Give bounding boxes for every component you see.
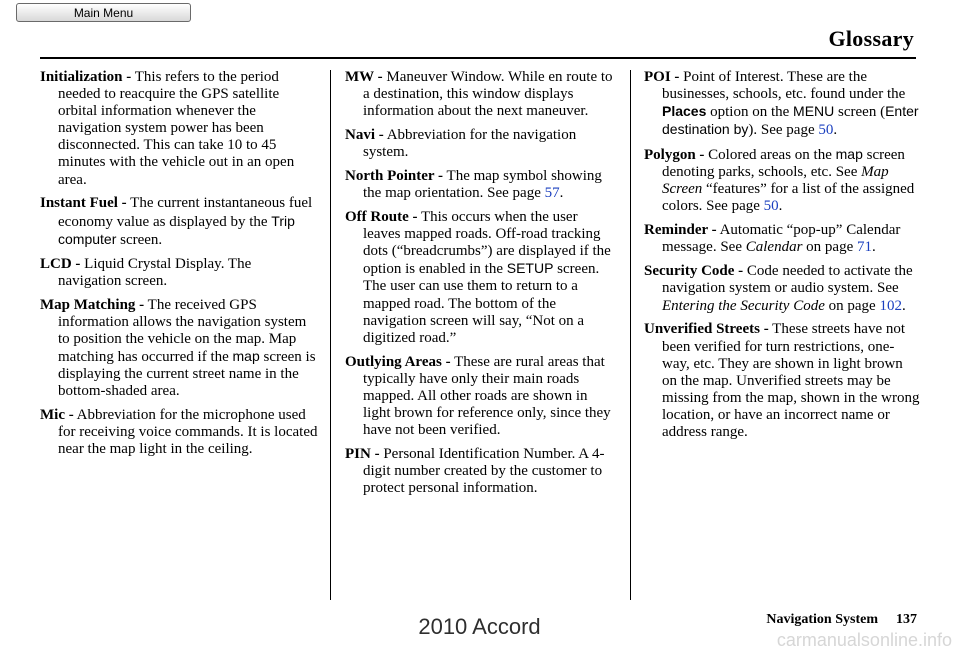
definition-text: .	[833, 122, 838, 139]
definition-text: Personal Identification Number. A 4-digit number created by the customer to protect personal information.	[363, 445, 605, 497]
glossary-term: Initialization -	[40, 69, 132, 85]
main-menu-button[interactable]: Main Menu	[16, 3, 191, 22]
emphasis-text: Map Screen	[662, 164, 889, 198]
definition-text: Abbreviation for the navigation system.	[363, 127, 577, 161]
page-reference-link[interactable]: 50	[763, 198, 779, 215]
page-title: Glossary	[828, 26, 914, 51]
glossary-entry	[40, 195, 318, 248]
definition-text: Point of Interest. These are the businesses, schools, etc. found under the	[662, 69, 906, 103]
definition-text: “features” for a list of the assigned colors. See page	[662, 181, 915, 215]
glossary-term: PIN -	[345, 445, 380, 462]
definition-text: These streets have not been verified for turn restrictions, one-way, etc. They are shown in light brown on the map. Unverified streets may be missing from the map, shown in the wrong location, or have an incorrect name or address range.	[662, 321, 920, 440]
definition-text: option on the	[706, 104, 794, 121]
glossary-term: POI -	[644, 69, 680, 85]
definition-text: Automatic “pop-up” Calendar message. See	[662, 222, 901, 256]
glossary-entry	[345, 209, 617, 347]
ui-label-text: MENU	[793, 103, 835, 120]
glossary-term: Mic -	[40, 406, 74, 423]
definition-text: .	[901, 297, 906, 314]
glossary-entry	[40, 297, 318, 401]
definition-text: The current instantaneous fuel economy value as displayed by the	[58, 195, 313, 230]
page-number: 137	[896, 612, 917, 627]
glossary-term: Reminder -	[644, 222, 717, 239]
ui-label-text: Enter destination by	[662, 103, 919, 138]
definition-text: Abbreviation for the microphone used for receiving voice commands. It is located near the map light in the ceiling.	[58, 406, 318, 458]
definition-text: The received GPS information allows the navigation system to position the vehicle on the map. Map matching has occurred if the	[58, 296, 307, 365]
ui-label-text: map	[835, 146, 863, 163]
column-divider	[330, 70, 331, 600]
model-watermark: 2010 Accord	[418, 614, 541, 639]
definition-text: screen (	[834, 104, 886, 121]
glossary-entry	[345, 168, 617, 202]
definition-text: .	[871, 239, 876, 256]
glossary-entry	[40, 256, 318, 290]
glossary-entry	[345, 127, 617, 161]
glossary-term: Security Code -	[644, 263, 744, 280]
glossary-entry	[644, 222, 920, 256]
site-watermark: carmanualsonline.info	[776, 630, 952, 650]
glossary-entry	[644, 69, 920, 139]
glossary-entry	[40, 407, 318, 458]
definition-text: .	[559, 185, 564, 202]
emphasis-text: Calendar	[745, 239, 803, 256]
definition-text: .	[778, 198, 783, 215]
glossary-entry	[345, 354, 617, 439]
definition-text: screen denoting parks, schools, etc. See	[662, 147, 905, 181]
definition-text: on page	[824, 297, 880, 314]
definition-text: Liquid Crystal Display. The navigation screen.	[58, 255, 252, 289]
page-reference-link[interactable]: 57	[544, 185, 560, 202]
glossary-term: Polygon -	[644, 147, 705, 164]
glossary-term: Unverified Streets -	[644, 321, 769, 338]
glossary-term: LCD -	[40, 255, 81, 272]
ui-label-text: Trip computer	[58, 212, 295, 247]
definition-text: ). See page	[748, 122, 819, 139]
glossary-entry	[644, 263, 920, 314]
glossary-term: MW -	[345, 69, 383, 85]
glossary-term: North Pointer -	[345, 168, 444, 185]
glossary-term: Instant Fuel -	[40, 195, 127, 212]
page-reference-link[interactable]: 102	[879, 297, 902, 314]
definition-text: This refers to the period needed to reacquire the GPS satellite orbital information whenever the navigation system power has been disconnected. This can take 10 to 45 minutes with the vehicle out in an open area.	[58, 69, 295, 188]
header-rule	[40, 57, 916, 59]
definition-text: Code needed to activate the navigation system or audio system. See	[662, 263, 913, 297]
column-divider	[630, 70, 631, 600]
glossary-term: Map Matching -	[40, 296, 145, 313]
glossary-entry	[40, 69, 318, 189]
glossary-column-2	[345, 69, 617, 504]
definition-text: screen.	[116, 231, 163, 248]
ui-label-text: map	[232, 347, 260, 364]
glossary-column-1	[40, 69, 318, 465]
glossary-column-3	[644, 69, 920, 448]
definition-text: screen. The user can use them to return to a mapped road. The bottom of the navigation screen will say, “Not on a digitized road.”	[363, 261, 600, 346]
page-reference-link[interactable]: 50	[818, 122, 834, 139]
glossary-term: Off Route -	[345, 209, 418, 226]
definition-text: The map symbol showing the map orientation. See page	[363, 168, 602, 202]
glossary-entry	[345, 446, 617, 497]
definition-text: This occurs when the user leaves mapped roads. Off-road tracking dots (“breadcrumbs”) are displayed if the option is enabled in the	[363, 209, 611, 278]
definition-text: screen is displaying the current street name in the bottom-shaded area.	[58, 348, 316, 399]
glossary-term: Outlying Areas -	[345, 353, 451, 370]
footer-label: Navigation System	[766, 612, 878, 627]
definition-text: Maneuver Window. While en route to a destination, this window displays information about the next maneuver.	[363, 69, 613, 120]
definition-text: These are rural areas that typically have only their main roads mapped. All other roads are shown in light brown for reference only, since they have not been verified.	[363, 353, 611, 438]
glossary-entry	[644, 321, 920, 441]
ui-label-text: Places	[662, 103, 707, 120]
definition-text: on page	[802, 239, 857, 256]
page-reference-link[interactable]: 71	[856, 239, 872, 256]
glossary-term: Navi -	[345, 127, 384, 144]
glossary-entry	[345, 69, 617, 120]
definition-text: Colored areas on the	[708, 147, 836, 164]
glossary-entry	[644, 146, 920, 215]
emphasis-text: Entering the Security Code	[662, 297, 825, 314]
ui-label-text: SETUP	[506, 260, 554, 277]
